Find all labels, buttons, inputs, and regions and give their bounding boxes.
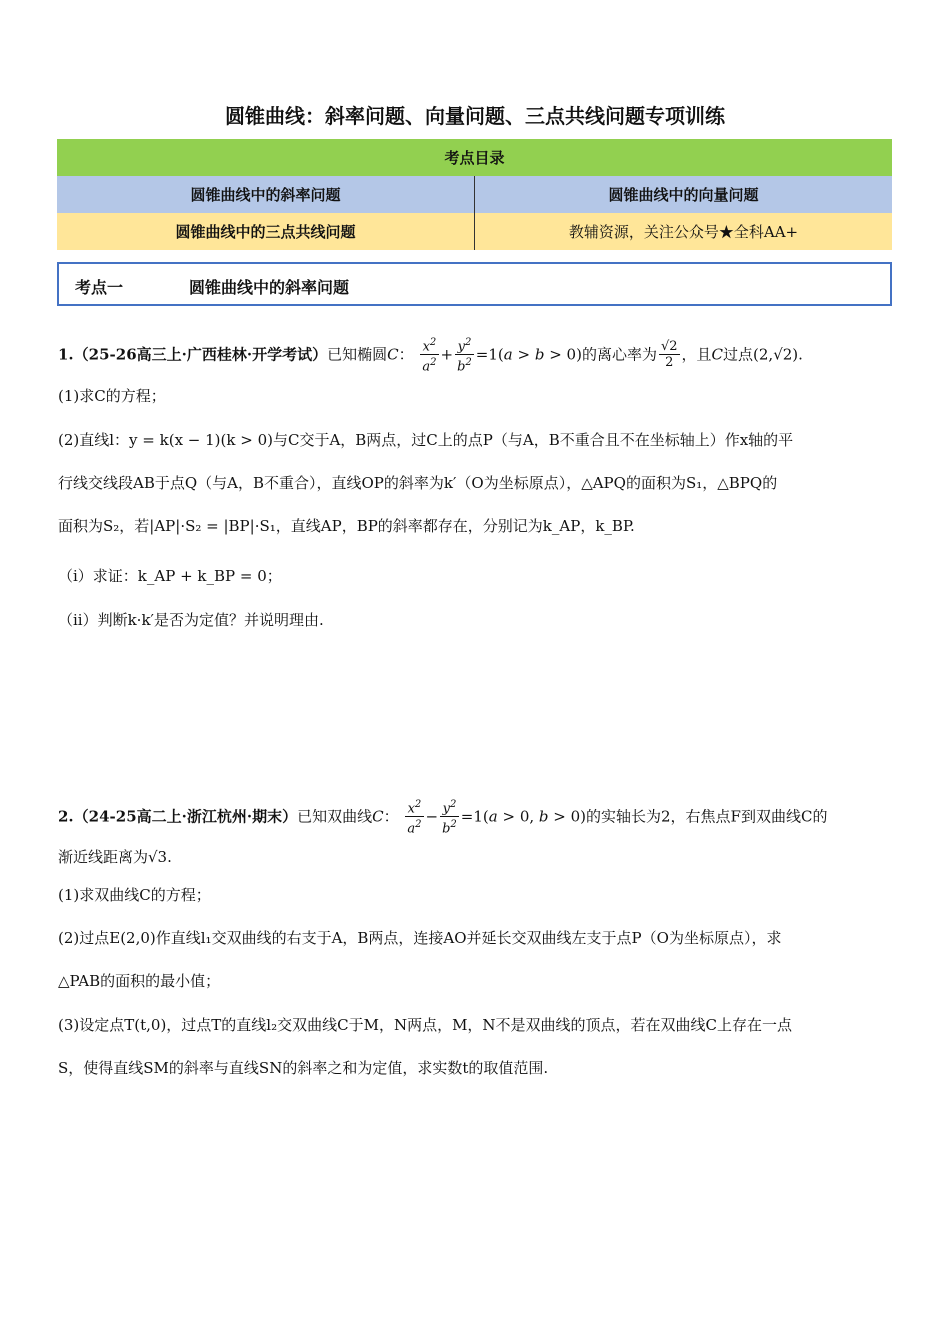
q1-part-ii: （ii）判断k·k′是否为定值？并说明理由. bbox=[58, 611, 324, 629]
q2-stem-b: 的实轴长为2，右焦点F到双曲线C的 bbox=[586, 807, 828, 826]
q2-part3-line2: S，使得直线SM的斜率与直线SN的斜率之和为定值，求实数t的取值范围. bbox=[58, 1059, 549, 1077]
q2-stem: 2.（24-25高二上·浙江杭州·期末）已知双曲线C： $\frac{x^2}{a^2}$ − $\frac{y^2}{b^2}$ =1(a > 0, b > 0)的实轴长为2，右焦点F到双曲线C的 bbox=[58, 799, 828, 837]
toc-item-slope: 圆锥曲线中的斜率问题 bbox=[57, 176, 475, 213]
toc-promo: 教辅资源，关注公众号★全科AA+ bbox=[475, 213, 893, 250]
section-heading bbox=[57, 262, 892, 306]
toc-header: 考点目录 bbox=[57, 139, 892, 176]
toc-item-collinear: 圆锥曲线中的三点共线问题 bbox=[57, 213, 475, 250]
q2-part2-line2: △PAB的面积的最小值； bbox=[58, 972, 221, 990]
q1-stem-d: 过点 bbox=[723, 345, 754, 364]
toc-item-vector: 圆锥曲线中的向量问题 bbox=[475, 176, 893, 213]
q1-part2-line2: 行线交线段AB于点Q（与A，B不重合），直线OP的斜率为k′（O为坐标原点），△APQ的面积为S₁，△BPQ的 bbox=[58, 474, 778, 492]
q1-part1: (1)求C的方程； bbox=[58, 387, 166, 405]
q1-stem-b: 的离心率为 bbox=[581, 345, 657, 364]
q1-number: 1. bbox=[58, 345, 74, 364]
q2-source: （24-25高二上·浙江杭州·期末） bbox=[73, 807, 298, 826]
q2-stem-a: 已知双曲线 bbox=[297, 807, 373, 826]
q2-number: 2. bbox=[58, 807, 74, 826]
q2-part2-line1: (2)过点E(2,0)作直线l₁交双曲线的右支于A，B两点，连接AO并延长交双曲线左支于点P（O为坐标原点），求 bbox=[58, 929, 782, 947]
section-name: 圆锥曲线中的斜率问题 bbox=[189, 278, 350, 297]
q2-part1: (1)求双曲线C的方程； bbox=[58, 886, 211, 904]
page-title: 圆锥曲线：斜率问题、向量问题、三点共线问题专项训练 bbox=[225, 104, 725, 128]
q1-part-i: （i）求证：k_AP + k_BP = 0； bbox=[58, 567, 282, 585]
q2-stem-line2: 渐近线距离为√3. bbox=[58, 848, 172, 866]
q1-source: （25-26高三上·广西桂林·开学考试） bbox=[73, 345, 328, 364]
q1-part2-line1: (2)直线l：y = k(x − 1)(k > 0)与C交于A，B两点，过C上的点P（与A，B不重合且不在坐标轴上）作x轴的平 bbox=[58, 431, 794, 449]
q1-stem-c: ，且 bbox=[681, 345, 712, 364]
section-label: 考点一 bbox=[75, 278, 124, 297]
q1-part2-line3: 面积为S₂，若|AP|·S₂ = |BP|·S₁，直线AP，BP的斜率都存在，分别记为k_AP，k_BP. bbox=[58, 517, 635, 535]
q2-part3-line1: (3)设定点T(t,0)，过点T的直线l₂交双曲线C于M，N两点，M，N不是双曲线的顶点，若在双曲线C上存在一点 bbox=[58, 1016, 793, 1034]
toc-table bbox=[57, 139, 892, 250]
q1-stem: 1.（25-26高三上·广西桂林·开学考试）已知椭圆C： $\frac{x^2}{a^2}$ + $\frac{y^2}{b^2}$ =1(a > b > 0)的离心率为 $\frac{√2}{2}$ ，且C过点(2,√2). bbox=[58, 337, 803, 375]
q1-stem-a: 已知椭圆 bbox=[327, 345, 388, 364]
